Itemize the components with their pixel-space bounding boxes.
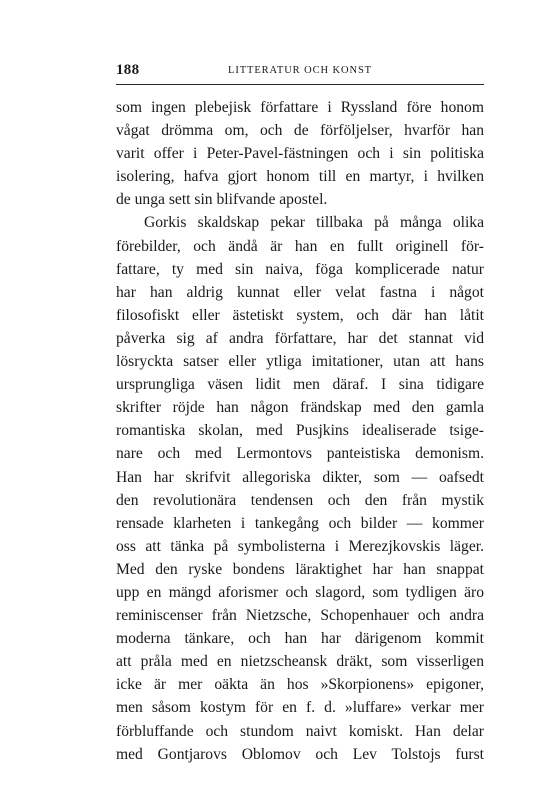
text-line: de unga sett sin blifvande apostel. bbox=[116, 191, 328, 209]
text-line: skrifter röjde han någon frändskap med den gamla bbox=[116, 399, 484, 417]
body-text bbox=[116, 96, 484, 766]
running-title: LITTERATUR OCH KONST bbox=[228, 65, 372, 76]
text-line: varit offer i Peter-Pavel-fästningen och i sin politiska bbox=[116, 145, 484, 163]
text-line: att pråla med en nietzscheansk dräkt, som visserligen bbox=[116, 653, 484, 671]
text-line: romantiska skolan, med Pusjkins idealiserade tsige- bbox=[116, 422, 484, 440]
paragraph bbox=[116, 211, 484, 765]
paragraph bbox=[116, 96, 484, 211]
text-line: fattare, ty med sin naiva, föga komplicerade natur bbox=[116, 260, 484, 278]
text-line: Med den ryske bondens läraktighet har han snappat bbox=[116, 560, 484, 578]
text-line: nare och med Lermontovs panteistiska demonism. bbox=[116, 445, 484, 463]
text-line: icke är mer oäkta än hos »Skorpionens» epigoner, bbox=[116, 676, 484, 694]
header-rule bbox=[116, 84, 484, 85]
text-line: vågat drömma om, och de förföljelser, hvarför han bbox=[116, 122, 484, 140]
text-line: påverka sig af andra författare, har det stannat vid bbox=[116, 329, 484, 347]
text-line: förbluffande och stundom naivt komiskt. Han delar bbox=[116, 722, 484, 740]
text-line: reminiscenser från Nietzsche, Schopenhauer och andra bbox=[116, 607, 484, 625]
text-line: men såsom kostym för en f. d. »luffare» verkar mer bbox=[116, 699, 484, 717]
page-header bbox=[116, 62, 484, 82]
page-number: 188 bbox=[116, 62, 140, 78]
text-line: förebilder, och ändå är han en fullt originell för- bbox=[116, 237, 484, 255]
text-line: ursprungliga väsen lidit men däraf. I sina tidigare bbox=[116, 376, 484, 394]
text-line: Han har skrifvit allegoriska dikter, som — oafsedt bbox=[116, 468, 484, 486]
text-line: oss att tänka på symbolisterna i Merezjkovskis läger. bbox=[116, 537, 484, 555]
text-line: rensade klarheten i tankegång och bilder — kommer bbox=[116, 514, 484, 532]
text-line: har han aldrig kunnat eller velat fastna i något bbox=[116, 283, 484, 301]
text-line: filosofiskt eller ästetiskt system, och där han låtit bbox=[116, 306, 484, 324]
text-line: upp en mängd aforismer och slagord, som tydligen äro bbox=[116, 583, 484, 601]
text-line: med Gontjarovs Oblomov och Lev Tolstojs furst bbox=[116, 745, 484, 763]
text-line: moderna tänkare, och han har därigenom kommit bbox=[116, 630, 484, 648]
text-line: lösryckta satser eller ytliga imitationer, utan att hans bbox=[116, 353, 484, 371]
text-line: som ingen plebejisk författare i Ryssland före honom bbox=[116, 99, 484, 116]
text-line: Gorkis skaldskap pekar tillbaka på många olika bbox=[144, 214, 484, 232]
text-line: isolering, hafva gjort honom till en martyr, i hvilken bbox=[116, 168, 484, 186]
text-line: den revolutionära tendensen och den från mystik bbox=[116, 491, 484, 509]
